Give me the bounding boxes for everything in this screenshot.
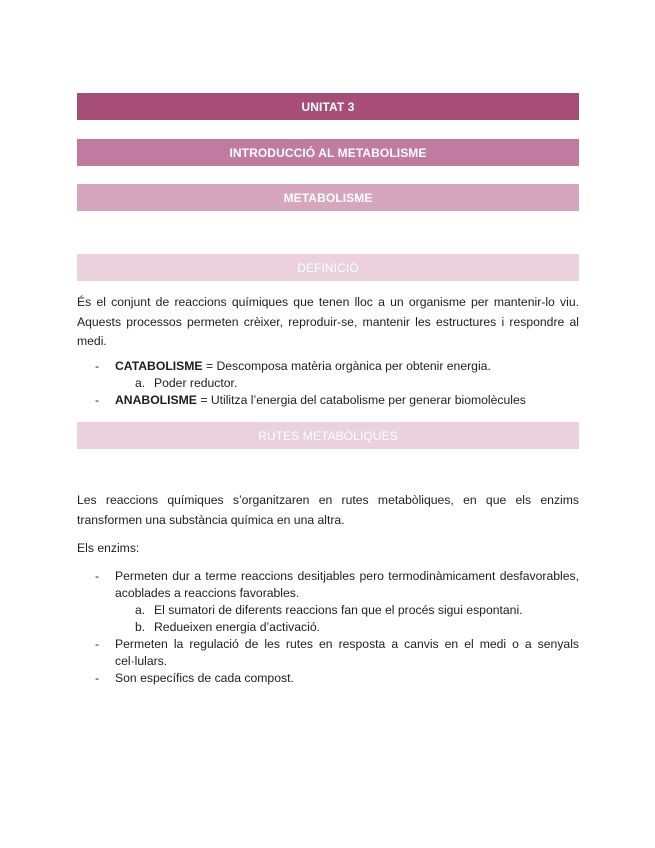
list-item-text: Son específics de cada compost. (115, 671, 294, 685)
routes-banner: RUTES METABÒLIQUES (77, 422, 579, 449)
definition-paragraph: És el conjunt de reaccions químiques que tenen lloc a un organisme per mantenir-lo viu. Aquests processos permeten crèixer, reproduir-se, mantenir les estructures i respondre al medi. (77, 295, 579, 348)
bullet-dash: - (95, 569, 100, 583)
sub-marker: b. (135, 620, 146, 634)
unit-banner: UNITAT 3 (77, 93, 579, 120)
list-item (77, 568, 579, 602)
list-item-text: Permeten la regulació de les rutes en resposta a canvis en el medi o a senyals cel·lulars. (115, 637, 579, 668)
anabolism-text (115, 392, 579, 409)
sub-text: El sumatori de diferents reaccions fan que el procés sigui espontani. (154, 603, 523, 617)
catabolism-text (115, 358, 579, 375)
enzymes-label: Els enzims: (77, 541, 140, 555)
catabolism-definition: = Descomposa matèria orgànica per obtenir energia. (202, 359, 491, 373)
catabolism-term: CATABOLISME (115, 359, 203, 373)
routes-paragraph: Les reaccions químiques s’organitzaren en rutes metabòliques, en que els enzims transformen una substància química en una altra. (77, 493, 579, 527)
sub-text: Redueixen energia d’activació. (154, 620, 320, 634)
list-item (77, 636, 579, 670)
bullet-dash: - (95, 393, 100, 407)
bullet-dash: - (95, 671, 100, 685)
sub-marker: a. (135, 376, 146, 390)
list-item-text: Permeten dur a terme reaccions desitjables pero termodinàmicament desfavorables, acoblades a reaccions favorables. (115, 569, 579, 600)
bullet-dash: - (95, 359, 100, 373)
sub-text: Poder reductor. (154, 376, 238, 390)
anabolism-term: ANABOLISME (115, 393, 197, 407)
section-banner: METABOLISME (77, 184, 579, 211)
sub-marker: a. (135, 603, 146, 617)
bullet-dash: - (95, 637, 100, 651)
anabolism-definition: = Utilitza l’energia del catabolisme per generar biomolècules (196, 393, 526, 407)
definition-banner: DEFINICIÓ (77, 254, 579, 281)
chapter-banner: INTRODUCCIÓ AL METABOLISME (77, 139, 579, 166)
